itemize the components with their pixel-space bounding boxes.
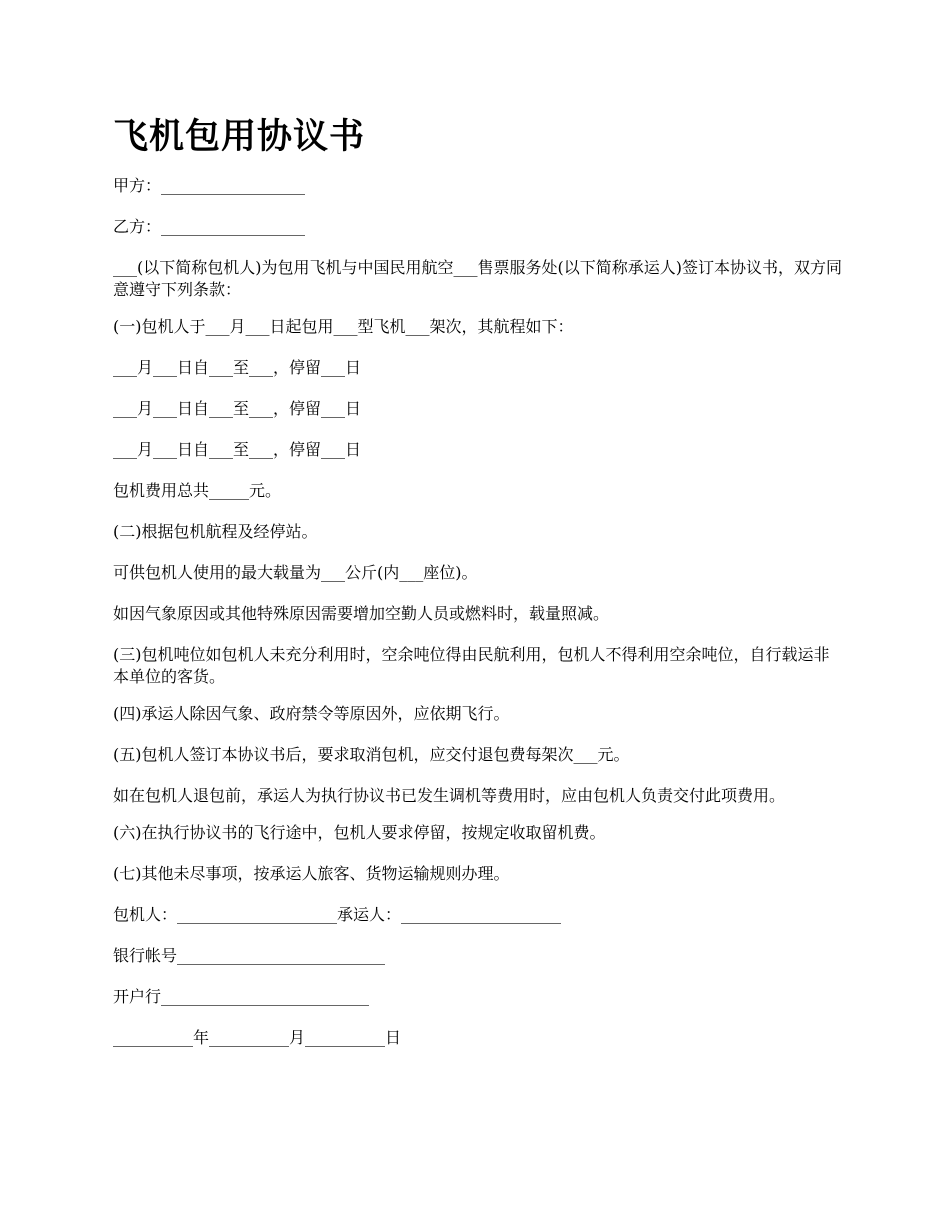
load-reduction-line: 如因气象原因或其他特殊原因需要增加空勤人员或燃料时，载量照减。 (113, 604, 610, 623)
total-fee-line: 包机费用总共_____元。 (113, 481, 282, 500)
itinerary-line-3: ___月___日自___至___，停留___日 (113, 440, 362, 459)
max-load-line: 可供包机人使用的最大载量为___公斤(内___座位)。 (113, 563, 478, 582)
itinerary-line-2: ___月___日自___至___，停留___日 (113, 399, 362, 418)
clause-4: (四)承运人除因气象、政府禁令等原因外，应依期飞行。 (113, 704, 510, 723)
document-title: 飞机包用协议书 (113, 117, 366, 157)
bank-name-line: 开户行__________________________ (113, 987, 370, 1006)
bank-account-line: 银行帐号__________________________ (113, 946, 386, 965)
clause-5: (五)包机人签订本协议书后，要求取消包机，应交付退包费每架次___元。 (113, 745, 630, 764)
clause-6: (六)在执行协议书的飞行途中，包机人要求停留，按规定收取留机费。 (113, 823, 606, 842)
party-b-line: 乙方：__________________ (113, 217, 306, 236)
cancellation-cost-paragraph: 如在包机人退包前，承运人为执行协议书已发生调机等费用时，应由包机人负责交付此项费用。 (113, 786, 786, 805)
clause-3: (三)包机吨位如包机人未充分利用时，空余吨位得由民航利用，包机人不得利用空余吨位，自行载运非本单位的客货。 (113, 645, 830, 686)
date-line: __________年__________月__________日 (113, 1028, 402, 1047)
itinerary-line-1: ___月___日自___至___，停留___日 (113, 358, 362, 377)
signature-line: 包机人：____________________承运人：____________________ (113, 905, 562, 924)
document-page (113, 108, 843, 1068)
intro-paragraph: ___(以下简称包机人)为包用飞机与中国民用航空___售票服务处(以下简称承运人)签订本协议书，双方同意遵守下列条款： (113, 258, 842, 299)
clause-7: (七)其他未尽事项，按承运人旅客、货物运输规则办理。 (113, 864, 510, 883)
clause-1: (一)包机人于___月___日起包用___型飞机___架次，其航程如下： (113, 317, 574, 336)
party-a-line: 甲方：__________________ (113, 176, 306, 195)
clause-2: (二)根据包机航程及经停站。 (113, 522, 318, 541)
